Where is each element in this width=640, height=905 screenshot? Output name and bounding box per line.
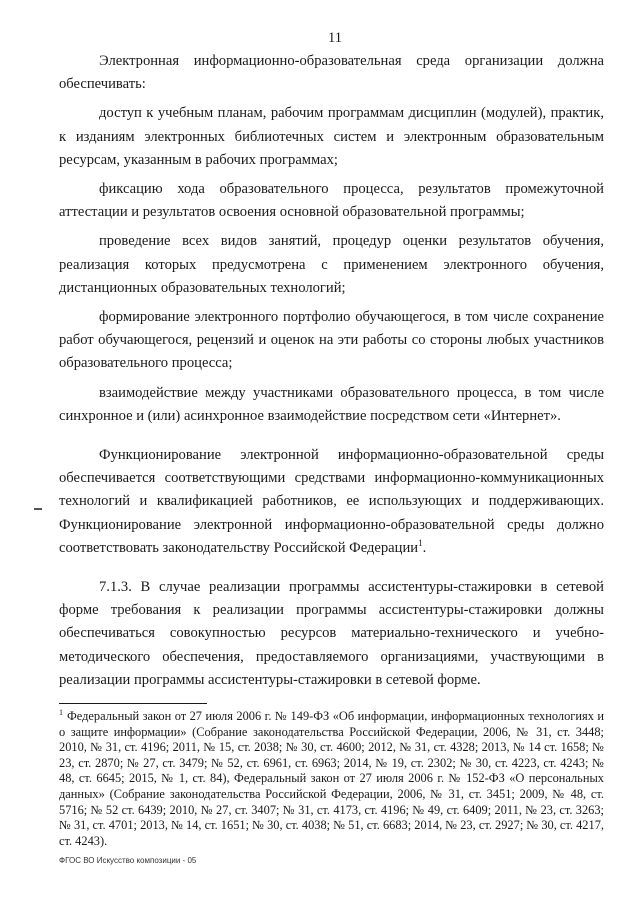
body-text bbox=[59, 50, 604, 698]
footnote-reference[interactable]: 1 bbox=[418, 538, 423, 548]
footnote-text: Федеральный закон от 27 июля 2006 г. № 149-ФЗ «Об информации, информационных технологиях и о защите информации» (Собрание законодательства Российской Федерации, 2006, № 31, ст. 3448; 2010, № 31, ст. 4196; 2011, № 15, ст. 2038; № 30, ст. 4600; 2012, № 31, ст. 4328; 2013, № 14 ст. 1658; № 23, ст. 2870; № 27, ст. 3479; № 52, ст. 6961, ст. 6963; 2014, № 19, ст. 2302; № 30, ст. 4223, ст. 4243; № 48, ст. 6645; 2015, № 1, ст. 84), Федеральный закон от 27 июля 2006 г. № 152-ФЗ «О персональных данных» (Собрание законодательства Российской Федерации, 2006, № 31, ст. 3451; 2009, № 48, ст. 5716; № 52 ст. 6439; 2010, № 27, ст. 3407; № 31, ст. 4173, ст. 4196; № 49, ст. 6409; 2011, № 23, ст. 3263; № 31, ст. 4701; 2013, № 14, ст. 1651; № 30, ст. 4038; № 51, ст. 6683; 2014, № 23, ст. 2927; № 30, ст. 4217, ст. 4243). bbox=[59, 709, 604, 848]
footnote-mark: 1 bbox=[59, 707, 63, 717]
footnote bbox=[59, 709, 604, 849]
margin-mark bbox=[34, 508, 42, 510]
paragraph-interaction: взаимодействие между участниками образовательного процесса, в том числе синхронное и (или) асинхронное взаимодействие посредством сети «Интернет». bbox=[59, 384, 604, 424]
footer-document-code: ФГОС ВО Искусство композиции - 05 bbox=[59, 856, 197, 865]
paragraph-access: доступ к учебным планам, рабочим программам дисциплин (модулей), практик, к изданиям электронных библиотечных систем и электронным образовательным ресурсам, указанным в рабочих программах; bbox=[59, 105, 604, 168]
paragraph-classes: проведение всех видов занятий, процедур оценки результатов обучения, реализация которых предусмотрена с применением электронного обучения, дистанционных образовательных технологий; bbox=[59, 233, 604, 296]
paragraph-functioning-text: Функционирование электронной информационно-образовательной среды обеспечивается соответствующими средствами информационно-коммуникационных технологий и квалификацией работников, ее использующих и поддерживающих. Функционирование электронной информационно-образовательной среды должно соответствовать законодательству Российской Федерации bbox=[59, 447, 604, 556]
paragraph-7-1-3: 7.1.3. В случае реализации программы ассистентуры-стажировки в сетевой форме требования к реализации программы ассистентуры-стажировки должны обеспечиваться совокупностью ресурсов материально-технического и учебно-методического обеспечения, предоставляемого организациями, участвующими в реализации программы ассистентуры-стажировки в сетевой форме. bbox=[59, 579, 604, 688]
footnote-separator bbox=[59, 703, 207, 704]
paragraph-portfolio: формирование электронного портфолио обучающегося, в том числе сохранение работ обучающегося, рецензий и оценок на эти работы со стороны любых участников образовательного процесса; bbox=[59, 309, 604, 372]
paragraph-intro: Электронная информационно-образовательная среда организации должна обеспечивать: bbox=[59, 53, 604, 93]
paragraph-functioning: Функционирование электронной информационно-образовательной среды обеспечивается соответствующими средствами информационно-коммуникационных технологий и квалификацией работников, ее использующих и поддерживающих. Функционирование электронной информационно-образовательной среды должно соответствовать законодательству Российской Федерации$^1$. bbox=[59, 447, 604, 556]
paragraph-recording: фиксацию хода образовательного процесса, результатов промежуточной аттестации и результатов освоения основной образовательной программы; bbox=[59, 181, 604, 221]
page-number: 11 bbox=[328, 30, 342, 46]
